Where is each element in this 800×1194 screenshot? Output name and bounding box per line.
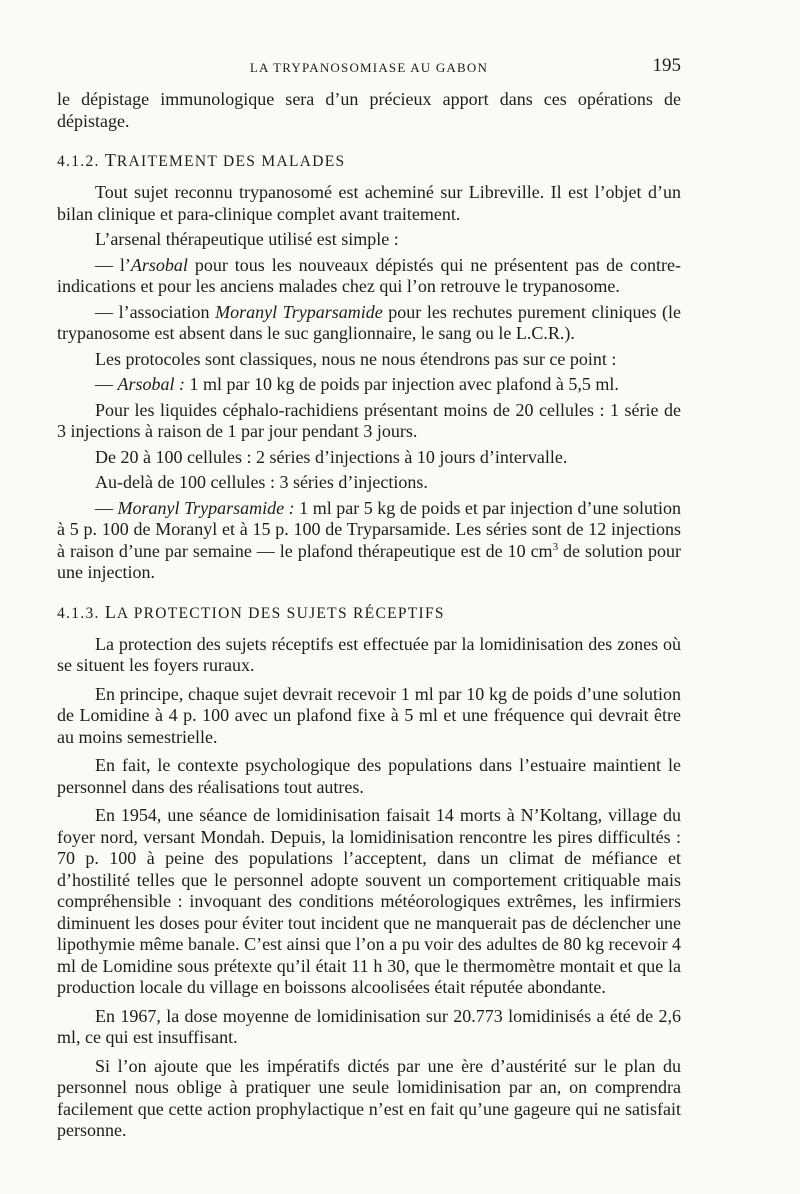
paragraph: Les protocoles sont classiques, nous ne nous étendrons pas sur ce point : <box>95 348 617 369</box>
list-item: — l’association Moranyl Tryparsamide pour les rechutes purement cliniques (le trypanosome est absent dans le suc ganglionnaire, le sang ou le L.C.R.). <box>57 301 682 343</box>
drug-name: Arsobal : <box>117 374 185 394</box>
paragraph: Si l’on ajoute que les impératifs dictés par une ère d’austérité sur le plan du personnel nous oblige à pratiquer une seule lomidinisation par an, on comprendra facilement que cette action prophylactique n’est en fait qu’une gageure qui ne satisfait personne. <box>57 1055 681 1140</box>
drug-name: Moranyl Tryparsamide <box>215 301 383 322</box>
list-item: — l’Arsobal pour tous les nouveaux dépistés qui ne présentent pas de contre-indications et pour les anciens malades chez qui l’on retrouve le trypanosome. <box>57 254 681 296</box>
list-item: — Arsobal : 1 ml par 10 kg de poids par injection avec plafond à 5,5 ml. <box>95 374 619 394</box>
paragraph: Au-delà de 100 cellules : 3 séries d’injections. <box>95 472 428 492</box>
paragraph: En 1954, une séance de lomidinisation faisait 14 morts à N’Koltang, village du foyer nord, versant Mondah. Depuis, la lomidinisation rencontre les pires difficultés : 70 p. 100 à peine des populations l’acceptent, dans un climat de méfiance et d’hostilité telles que le personnel adopte souvent un comportement critiquable mais compréhensible : invoquant des conditions météorologiques extrêmes, les infirmiers diminuent les doses pour éviter tout incident que ne manquerait pas de déclencher une lipothymie même banale. C’est ainsi que l’on a pu voir des adultes de 80 kg recevoir 4 ml de Lomidine sous prétexte qu’il était 11 h 30, que le thermomètre montait et que la production locale du village en boissons alcoolisées était réputée abondante. <box>57 805 681 997</box>
paragraph: En 1967, la dose moyenne de lomidinisation sur 20.773 lomidinisés a été de 2,6 ml, ce qui est insuffisant. <box>57 1005 681 1047</box>
page-header <box>57 55 681 79</box>
section-title: RAITEMENT DES MALADES <box>116 153 346 170</box>
paragraph: En principe, chaque sujet devrait recevoir 1 ml par 10 kg de poids d’une solution de Lomidine à 4 p. 100 avec un plafond fixe à 5 ml et une fréquence qui devrait être au moins semestrielle. <box>57 683 681 747</box>
drug-name: Moranyl Tryparsamide : <box>117 497 295 518</box>
page-number: 195 <box>652 55 681 76</box>
paragraph: L’arsenal thérapeutique utilisé est simple : <box>95 229 399 249</box>
paragraph: La protection des sujets réceptifs est effectuée par la lomidinisation des zones où se situent les foyers ruraux. <box>57 633 681 675</box>
paragraph: De 20 à 100 cellules : 2 séries d’injections à 10 jours d’intervalle. <box>95 446 568 467</box>
section-number: 4.1.3. <box>57 604 100 622</box>
running-title: LA TRYPANOSOMIASE AU GABON <box>249 60 489 75</box>
paragraph: Tout sujet reconnu trypanosomé est acheminé sur Libreville. Il est l’objet d’un bilan clinique et para-clinique complet avant traitement. <box>57 182 681 224</box>
section-heading-4-1-2 <box>57 150 681 172</box>
document-page <box>57 55 681 1142</box>
section-title: A PROTECTION DES SUJETS RÉCEPTIFS <box>116 604 445 622</box>
paragraph: En fait, le contexte psychologique des populations dans l’estuaire maintient le personnel dans des réalisations tout autres. <box>57 755 681 797</box>
section-heading-4-1-3 <box>57 602 681 624</box>
paragraph: Pour les liquides céphalo-rachidiens présentant moins de 20 cellules : 1 série de 3 injections à raison de 1 par jour pendant 3 jours. <box>57 399 681 441</box>
section-number: 4.1.2. <box>57 153 100 170</box>
intro-paragraph: le dépistage immunologique sera d’un précieux apport dans ces opérations de dépistage. <box>57 89 681 131</box>
superscript: 3 <box>552 540 559 553</box>
list-item: — Moranyl Tryparsamide : 1 ml par 5 kg de poids et par injection d’une solution à 5 p. 100 de Moranyl et à 15 p. 100 de Tryparsamide. Les séries sont de 12 injections à raison d’une par semaine — le plafond thérapeutique est de 10 $cm^3$ de solution pour une injection. <box>57 497 682 582</box>
drug-name: Arsobal <box>130 254 188 275</box>
section-title-initial: L <box>104 601 117 622</box>
section-title-initial: T <box>104 150 117 170</box>
